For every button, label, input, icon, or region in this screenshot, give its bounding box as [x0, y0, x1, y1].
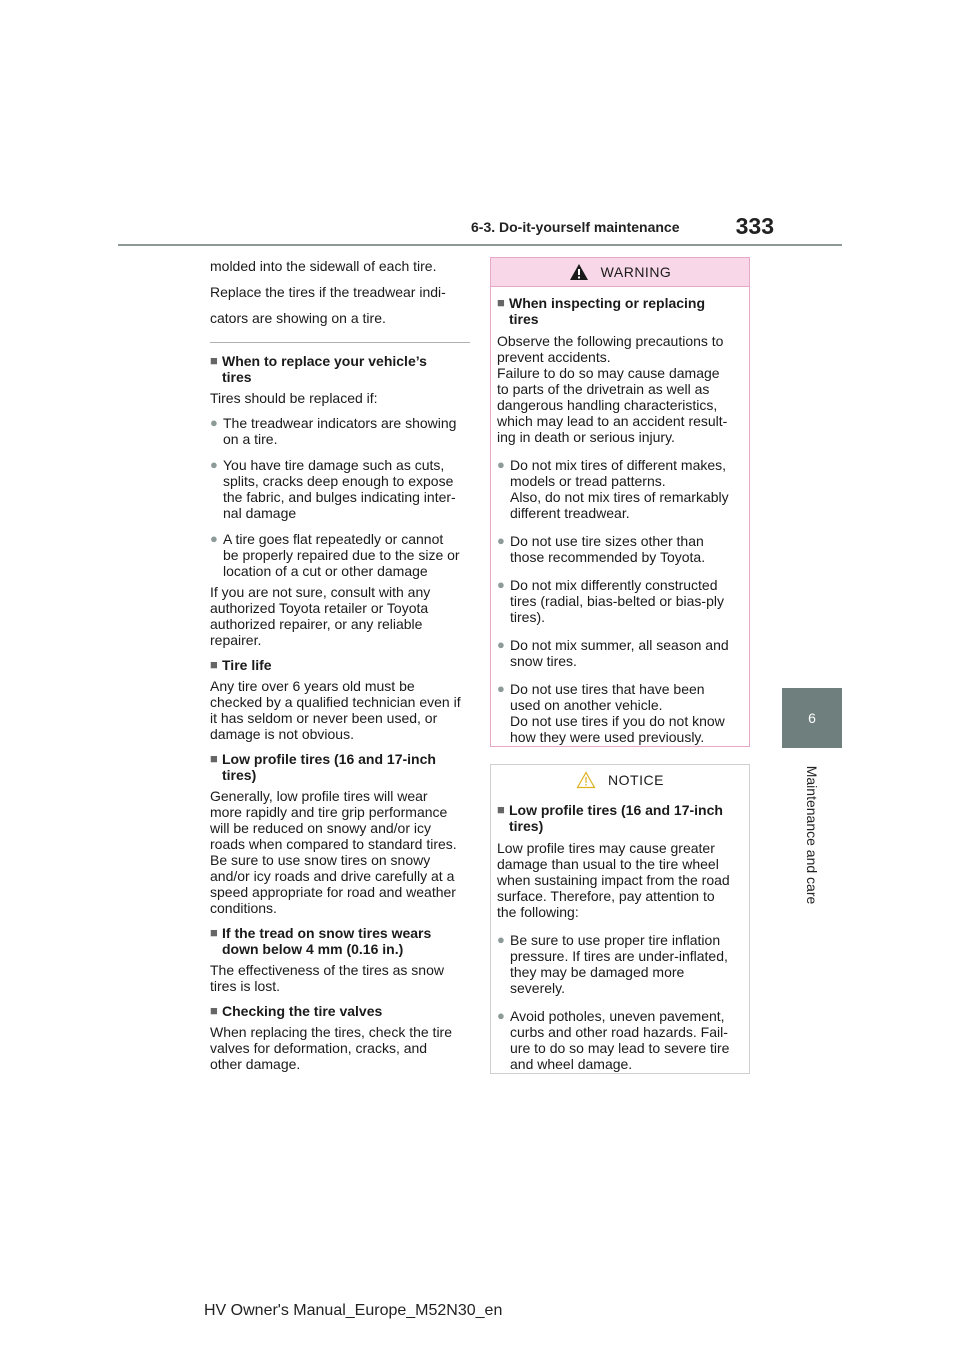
round-bullet-icon: ● [210, 531, 218, 546]
notice-text [497, 840, 744, 920]
text-line: valves for deformation, cracks, and [210, 1040, 428, 1056]
text-line: other damage. [210, 1056, 301, 1072]
text-line: be properly repaired due to the size or [223, 547, 460, 563]
notice-title: NOTICE [608, 771, 664, 788]
section-title: 6-3. Do-it-yourself maintenance [471, 219, 680, 235]
text-line: tires). [510, 609, 545, 625]
text-line: the following: [497, 904, 579, 920]
section-text [210, 788, 470, 916]
chapter-label: Maintenance and care [804, 765, 820, 905]
list-item [497, 577, 744, 625]
intro-line: molded into the sidewall of each tire. [210, 258, 437, 274]
text-line: damage than usual to the tire wheel [497, 856, 719, 872]
text-line: models or tread patterns. [510, 473, 666, 489]
round-bullet-icon: ● [497, 932, 505, 947]
text-line: they may be damaged more [510, 964, 685, 980]
heading-line: tires [222, 369, 252, 385]
text-line: damage is not obvious. [210, 726, 354, 742]
heading-line: Low profile tires (16 and 17-inch [222, 751, 436, 767]
text-line: to parts of the drivetrain as well as [497, 381, 710, 397]
round-bullet-icon: ● [497, 1008, 505, 1023]
list-item [497, 637, 744, 669]
chapter-tab[interactable]: 6 [782, 688, 842, 748]
page-number: 333 [735, 213, 774, 239]
text-line: You have tire damage such as cuts, [223, 457, 445, 473]
text-line: more rapidly and tire grip performance [210, 804, 448, 820]
square-bullet-icon: ■ [210, 751, 218, 766]
text-line: tires (radial, bias-belted or bias-ply [510, 593, 724, 609]
text-line: the fabric, and bulges indicating inter- [223, 489, 456, 505]
text-line: dangerous handling characteristics, [497, 397, 718, 413]
text-line: ure to do so may lead to severe tire [510, 1040, 730, 1056]
list-item [497, 932, 744, 996]
list-item [497, 681, 744, 745]
warning-heading [497, 295, 744, 327]
warning-text [497, 333, 744, 445]
text-line: authorized Toyota retailer or Toyota [210, 600, 429, 616]
text-line: Be sure to use snow tires on snowy [210, 852, 431, 868]
square-bullet-icon: ■ [210, 1003, 218, 1018]
text-line: Do not use tires if you do not know [510, 713, 725, 729]
section-heading [210, 751, 470, 783]
text-line: surface. Therefore, pay attention to [497, 888, 715, 904]
text-line: If you are not sure, consult with any [210, 584, 431, 600]
text-line: speed appropriate for road and weather [210, 884, 456, 900]
text-line: how they were used previously. [510, 729, 705, 745]
text-line: Avoid potholes, uneven pavement, [510, 1008, 725, 1024]
text-line: and/or icy roads and drive carefully at a [210, 868, 455, 884]
round-bullet-icon: ● [210, 415, 218, 430]
header-divider [118, 244, 842, 246]
text-line: A tire goes flat repeatedly or cannot [223, 531, 444, 547]
notice-heading [497, 802, 744, 834]
section-heading [210, 1003, 470, 1019]
notice-body [491, 794, 749, 1072]
heading-line: tires) [509, 818, 544, 834]
text-line: those recommended by Toyota. [510, 549, 706, 565]
text-line: pressure. If tires are under-inflated, [510, 948, 728, 964]
heading-line: tires [509, 311, 539, 327]
text-line: nal damage [223, 505, 297, 521]
heading-line: Low profile tires (16 and 17-inch [509, 802, 723, 818]
heading-line: tires) [222, 767, 257, 783]
text-line: Generally, low profile tires will wear [210, 788, 428, 804]
text-line: prevent accidents. [497, 349, 611, 365]
warning-triangle-icon [569, 263, 589, 281]
section-snow-tread [210, 925, 470, 994]
text-line: Do not use tires that have been [510, 681, 705, 697]
text-line: Tires should be replaced if: [210, 390, 378, 406]
warning-title: WARNING [600, 264, 672, 280]
text-line: Failure to do so may cause damage [497, 365, 720, 381]
text-line: tires is lost. [210, 978, 281, 994]
text-line: Do not mix tires of different makes, [510, 457, 727, 473]
text-line: splits, cracks deep enough to expose [223, 473, 454, 489]
square-bullet-icon: ■ [497, 295, 505, 310]
section-replace [210, 353, 470, 648]
notice-header [491, 765, 749, 794]
round-bullet-icon: ● [497, 637, 505, 652]
section-valves [210, 1003, 470, 1072]
text-line: different treadwear. [510, 505, 630, 521]
section-heading [210, 657, 470, 673]
text-line: authorized repairer, or any reliable [210, 616, 423, 632]
section-text [210, 390, 470, 406]
round-bullet-icon: ● [497, 681, 505, 696]
text-line: severely. [510, 980, 565, 996]
square-bullet-icon: ■ [497, 802, 505, 817]
notice-box [490, 764, 750, 1074]
section-tire-life [210, 657, 470, 742]
left-column [210, 256, 470, 1081]
intro-line: Replace the tires if the treadwear indi- [210, 284, 446, 300]
text-line: it has seldom or never been used, or [210, 710, 438, 726]
section-text [210, 584, 470, 648]
heading-line: down below 4 mm (0.16 in.) [222, 941, 404, 957]
text-line: Low profile tires may cause greater [497, 840, 715, 856]
round-bullet-icon: ● [210, 457, 218, 472]
text-line: The treadwear indicators are showing [223, 415, 457, 431]
list-item [497, 1008, 744, 1072]
section-heading [210, 925, 470, 957]
caution-triangle-icon [576, 771, 596, 789]
round-bullet-icon: ● [497, 457, 505, 472]
text-line: on a tire. [223, 431, 278, 447]
square-bullet-icon: ■ [210, 353, 218, 368]
list-item [497, 533, 744, 565]
text-line: used on another vehicle. [510, 697, 663, 713]
text-line: Also, do not mix tires of remarkably [510, 489, 729, 505]
text-line: The effectiveness of the tires as snow [210, 962, 444, 978]
text-line: When replacing the tires, check the tire [210, 1024, 453, 1040]
text-line: snow tires. [510, 653, 577, 669]
section-low-profile [210, 751, 470, 916]
text-line: repairer. [210, 632, 262, 648]
text-line: Do not use tire sizes other than [510, 533, 704, 549]
footer-text: HV Owner's Manual_Europe_M52N30_en [204, 1302, 503, 1319]
text-line: which may lead to an accident result- [497, 413, 728, 429]
text-line: ing in death or serious injury. [497, 429, 675, 445]
heading-line: When to replace your vehicle’s [222, 353, 427, 369]
text-line: and wheel damage. [510, 1056, 633, 1072]
section-text [210, 1024, 470, 1072]
text-line: Be sure to use proper tire inflation [510, 932, 721, 948]
heading-line: If the tread on snow tires wears [222, 925, 432, 941]
list-item [210, 457, 470, 521]
warning-body [491, 287, 749, 745]
section-text [210, 678, 470, 742]
list-item [210, 531, 470, 579]
text-line: Observe the following precautions to [497, 333, 724, 349]
section-text [210, 962, 470, 994]
square-bullet-icon: ■ [210, 657, 218, 672]
intro-text [210, 256, 470, 328]
section-heading [210, 353, 470, 385]
text-line: will be reduced on snowy and/or icy [210, 820, 432, 836]
text-line: location of a cut or other damage [223, 563, 428, 579]
text-line: Any tire over 6 years old must be [210, 678, 415, 694]
list-item [210, 415, 470, 447]
text-line: Do not mix summer, all season and [510, 637, 729, 653]
heading-line: Tire life [222, 657, 272, 673]
text-line: curbs and other road hazards. Fail- [510, 1024, 728, 1040]
text-line: Do not mix differently constructed [510, 577, 718, 593]
text-line: when sustaining impact from the road [497, 872, 730, 888]
warning-box [490, 257, 750, 747]
heading-line: When inspecting or replacing [509, 295, 706, 311]
section-divider [210, 342, 470, 343]
round-bullet-icon: ● [497, 577, 505, 592]
text-line: checked by a qualified technician even if [210, 694, 461, 710]
list-item [497, 457, 744, 521]
warning-header [491, 258, 749, 287]
square-bullet-icon: ■ [210, 925, 218, 940]
heading-line: Checking the tire valves [222, 1003, 383, 1019]
intro-line: cators are showing on a tire. [210, 310, 386, 326]
round-bullet-icon: ● [497, 533, 505, 548]
text-line: roads when compared to standard tires. [210, 836, 457, 852]
text-line: conditions. [210, 900, 277, 916]
